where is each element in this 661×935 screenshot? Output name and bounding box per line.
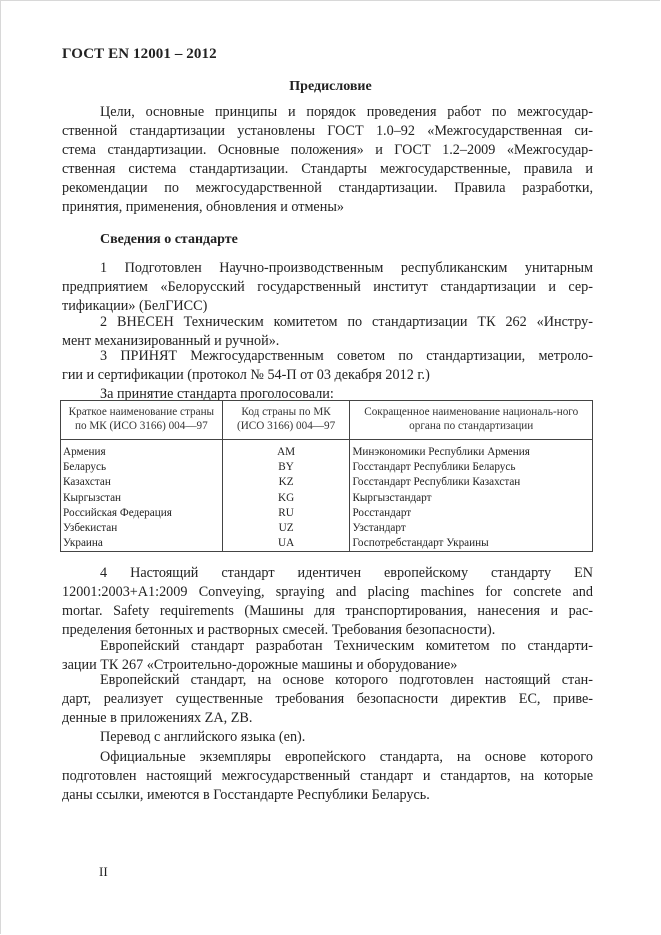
header-code: Код страны по МК (ИСО 3166) 004—97 [222,401,350,440]
foreword-line: рекомендации по межгосударственной стандартизации. Правила разработки, [62,180,593,196]
cell-country: Российская Федерация [61,505,223,520]
table-row [61,490,593,505]
item-4-line: пределения бетонных и растворных смесей. Требования безопасности). [62,622,496,638]
table-row [61,440,593,460]
implements-line: денные в приложениях ZA, ZB. [62,710,253,726]
foreword-line: ственная система стандартизации. Стандарты межгосударственные, правила и [62,161,593,177]
table-row [61,475,593,490]
header-body: Сокращенное наименование националь-ного органа по стандартизации [350,401,593,440]
cell-country: Армения [61,440,223,460]
cell-country: Казахстан [61,475,223,490]
developed-by-paragraph [62,637,593,675]
foreword-line: Цели, основные принципы и порядок проведения работ по межгосудар- [100,104,593,120]
item-2-line: мент механизированный и ручной». [62,333,280,349]
cell-code: RU [222,505,350,520]
cell-code: UZ [222,520,350,535]
implements-line: дарт, реализует существенные требования безопасности директив ЕС, приве- [62,691,593,707]
item-1-line: предприятием «Белорусский государственный институт стандартизации и сер- [62,279,593,295]
table-row [61,520,593,535]
table-row [61,536,593,552]
foreword-paragraph [62,103,593,217]
item-2 [62,313,593,351]
cell-body: Росстандарт [350,505,593,520]
header-country: Краткое наименование страны по МК (ИСО 3166) 004—97 [61,401,223,440]
cell-body: Госстандарт Республики Казахстан [350,475,593,490]
table-row [61,459,593,474]
section-title: Сведения о стандарте [100,232,238,247]
official-copies-line: Официальные экземпляры европейского стандарта, на основе которого [100,749,593,765]
item-3-line: 3 ПРИНЯТ Межгосударственным советом по стандартизации, метроло- [100,348,593,364]
voted-intro: За принятие стандарта проголосовали: [100,386,334,402]
foreword-line: принятия, применения, обновления и отмены» [62,199,344,215]
cell-country: Узбекистан [61,520,223,535]
developed-by-line: зации ТК 267 «Строительно-дорожные машины и оборудование» [62,657,458,673]
item-2-line: 2 ВНЕСЕН Техническим комитетом по стандартизации ТК 262 «Инстру- [100,314,593,330]
official-copies-paragraph [62,748,593,805]
item-1-line: тификации» (БелГИСС) [62,298,208,314]
item-3 [62,347,593,404]
cell-body: Узстандарт [350,520,593,535]
official-copies-line: даны ссылки, имеются в Госстандарте Республики Беларусь. [62,787,430,803]
foreword-title: Предисловие [289,79,372,94]
cell-code: UA [222,536,350,552]
item-4-line: mortar. Safety requirements (Машины для транспортирования, нанесения и рас- [62,603,593,619]
item-4-line: 4 Настоящий стандарт идентичен европейскому стандарту EN [100,565,593,581]
table-header-row [61,401,593,440]
table-row [61,505,593,520]
cell-country: Беларусь [61,459,223,474]
item-1 [62,259,593,316]
cell-body: Кыргызстандарт [350,490,593,505]
foreword-line: ственной стандартизации установлены ГОСТ 1.0–92 «Межгосударственная си- [62,123,593,139]
cell-country: Кыргызстан [61,490,223,505]
item-3-line: гии и сертификации (протокол № 54-П от 03 декабря 2012 г.) [62,367,430,383]
cell-body: Минэкономики Республики Армения [350,440,593,460]
cell-code: KZ [222,475,350,490]
document-code: ГОСТ EN 12001 – 2012 [62,46,217,62]
cell-country: Украина [61,536,223,552]
translation-note: Перевод с английского языка (en). [100,729,306,745]
cell-body: Госстандарт Республики Беларусь [350,459,593,474]
cell-code: BY [222,459,350,474]
voting-table [60,400,593,552]
cell-code: KG [222,490,350,505]
item-4-line: 12001:2003+A1:2009 Conveying, spraying and placing machines for concrete and [62,584,593,600]
item-4 [62,564,593,640]
official-copies-line: подготовлен настоящий межгосударственный стандарт и стандартов, на которые [62,768,593,784]
implements-line: Европейский стандарт, на основе которого подготовлен настоящий стан- [100,672,593,688]
developed-by-line: Европейский стандарт разработан Техническим комитетом по стандарти- [100,638,593,654]
page-number: II [99,864,108,879]
item-1-line: 1 Подготовлен Научно-производственным республиканским унитарным [100,260,593,276]
implements-paragraph [62,671,593,747]
foreword-line: стема стандартизации. Основные положения» и ГОСТ 1.2–2009 «Межгосудар- [62,142,593,158]
cell-body: Госпотребстандарт Украины [350,536,593,552]
cell-code: AM [222,440,350,460]
